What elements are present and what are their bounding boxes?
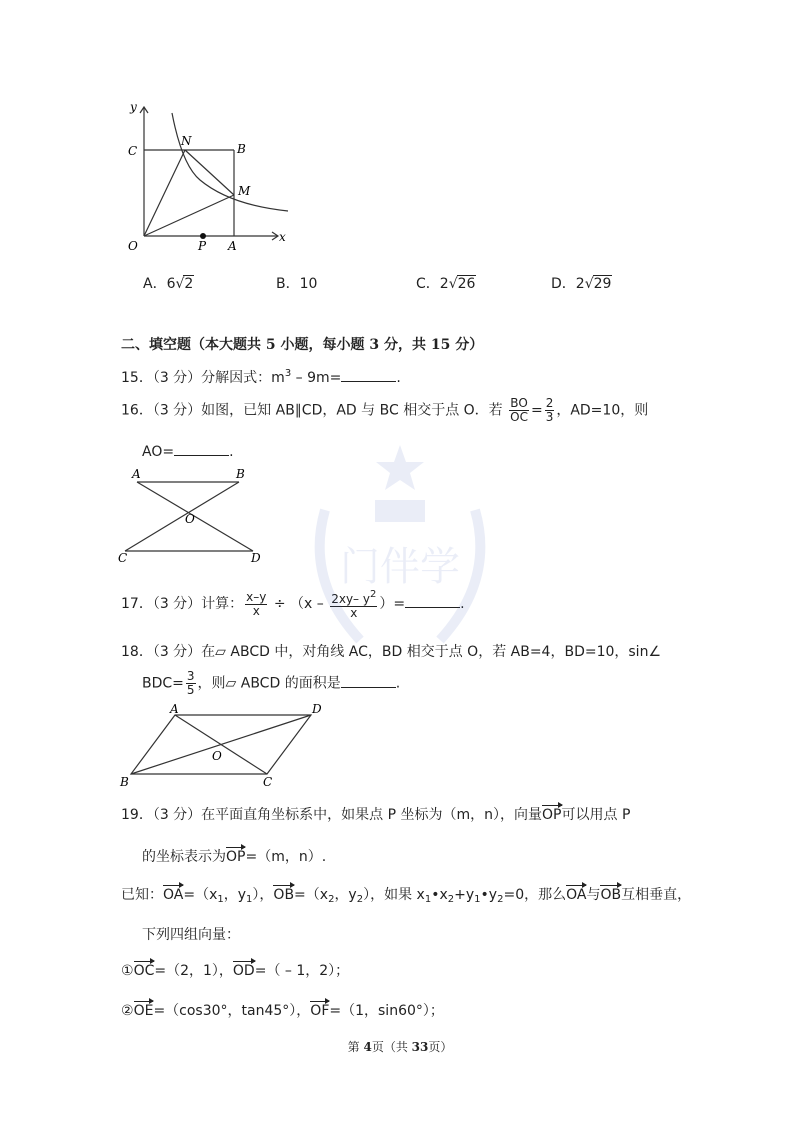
- question-16-line2: AO= .: [142, 441, 234, 460]
- label-x: x: [279, 230, 286, 244]
- question-18-line2: BDC= $\frac{3}{5}$ ，则▱ ABCD 的面积是 .: [142, 669, 401, 697]
- option-b: B．10: [276, 276, 318, 292]
- question-19-line1: 19．（3 分）在平面直角坐标系中，如果点 P 坐标为（m，n），向量OP可以用点 P: [121, 807, 631, 823]
- label-D: D: [312, 702, 322, 716]
- option-a: A．6√2: [143, 276, 194, 292]
- label-B: B: [236, 467, 245, 481]
- label-A: A: [228, 239, 237, 253]
- question-19-item1: ①OC=（2，1），OD=（ – 1，2）；: [121, 963, 350, 979]
- label-B: B: [237, 142, 246, 156]
- label-P: P: [198, 239, 207, 253]
- watermark-logo: [285, 440, 515, 670]
- question-19-line2: 的坐标表示为OP=（m，n）.: [142, 849, 327, 865]
- question-19-line4: 下列四组向量：: [142, 927, 240, 943]
- option-c: C．2√26: [416, 276, 476, 292]
- label-B: B: [120, 775, 129, 789]
- question-17: 17．（3 分）计算： $\frac{x-y}{x}$ ÷ （x – $\frac{2xy- y^2}{x}$ ）= .: [121, 589, 465, 620]
- question-19-item2: ②OE=（cos30°，tan45°），OF=（1，sin60°）；: [121, 1003, 444, 1019]
- question-16-line1: 16．（3 分）如图，已知 AB∥CD，AD 与 BC 相交于点 O．若 $\frac{BO}{OC}$ = $\frac{2}{3}$ ，AD=10，则: [121, 396, 649, 424]
- label-y: y: [130, 100, 137, 114]
- label-A: A: [170, 702, 179, 716]
- parallelogram-figure: [115, 700, 330, 790]
- section-title: 二、填空题（本大题共 5 小题，每小题 3 分，共 15 分）: [121, 337, 484, 353]
- label-C: C: [118, 551, 128, 565]
- crossing-lines-figure: [115, 465, 275, 565]
- page-footer: 第 4页（共 33页）: [347, 1040, 453, 1054]
- label-N: N: [181, 134, 192, 148]
- label-M: M: [238, 184, 251, 198]
- label-C: C: [128, 144, 138, 158]
- question-19-line3: 已知：$OA=(x_1$，$y_1$），$OB=(x_2$，$y_2$），如果 $x_1•x_2+y_1•y_2=0$，那么OA与OB互相垂直，: [121, 887, 692, 905]
- question-18-line1: 18．（3 分）在▱ ABCD 中，对角线 AC，BD 相交于点 O，若 AB=4，BD=10，sin∠: [121, 644, 661, 660]
- label-O: O: [128, 239, 138, 253]
- label-A: A: [132, 467, 141, 481]
- label-D: D: [251, 551, 261, 565]
- watermark-text: 门伴学: [340, 544, 460, 590]
- question-15: 15．（3 分）分解因式：$m^3 - 9m=$ .: [121, 368, 401, 386]
- option-d: D．2√29: [551, 276, 612, 292]
- coordinate-figure: [120, 95, 300, 255]
- label-C: C: [263, 775, 273, 789]
- label-O: O: [212, 749, 222, 763]
- label-O: O: [185, 512, 195, 526]
